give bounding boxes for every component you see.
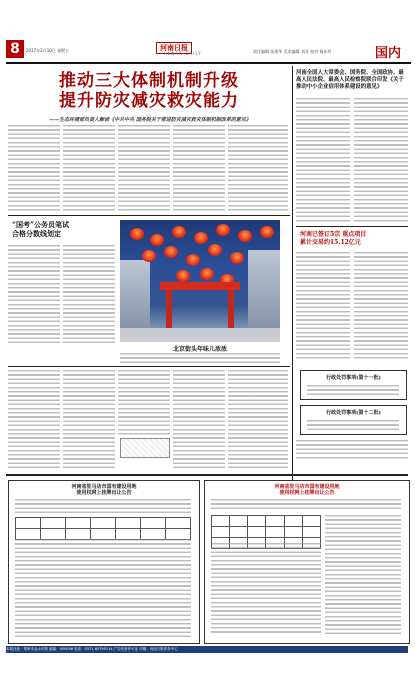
footer-bar: 本报社址：郑州市金水东路 邮编：450046 电话：0371-65795114 广告经营许可证 印刷：河南日报印务中心 (6, 646, 408, 653)
small-notice-title: 行政处罚事项(第十二批) (326, 410, 381, 416)
small-notice-box (300, 370, 407, 400)
side-headline: 河南全国人大常委会、国务院、全国政协、最高人民法院、最高人民检察院联合印发《关于推动中小企业信用体系建设的意见》 (296, 70, 404, 90)
lantern (260, 226, 274, 238)
table-row (16, 529, 191, 540)
notice-title-line1: 河南省驻马店市国有建设用地 (274, 484, 340, 490)
table-row (212, 527, 321, 538)
paper-logo-sub: HENAN DAILY (164, 51, 202, 56)
exam-headline-line1: “国考”公务员笔试 (12, 220, 70, 229)
lantern (208, 244, 222, 256)
masthead (6, 40, 411, 64)
small-notice-text (307, 420, 399, 430)
street (120, 328, 280, 342)
lantern (130, 228, 144, 240)
lantern (142, 250, 156, 262)
lower-text-column (228, 370, 288, 470)
exam-text-column (8, 245, 60, 343)
small-notice-box (300, 405, 407, 435)
notice-title-line2: 使用权网上挂牌出让公告 (279, 490, 335, 496)
exam-headline-line2: 合格分数线划定 (12, 229, 61, 238)
trade-text-column (296, 252, 350, 360)
lead-subtitle: ——生态环境部负责人解读《中共中央 国务院关于推进防灾减灾救灾体制机制改革的意见》 (49, 117, 251, 123)
side-text-block (296, 440, 408, 460)
lead-text-column (63, 125, 115, 213)
lead-text-column (118, 125, 170, 213)
lead-text-column (8, 125, 60, 213)
divider (8, 215, 290, 216)
issue-date: 2017年2月10日 星期五 (26, 48, 70, 53)
notice-body-text (211, 543, 321, 635)
table-row (16, 518, 191, 529)
lantern (200, 268, 214, 280)
notice-title-line2: 使用权网上挂牌出让公告 (76, 490, 132, 496)
lantern (230, 252, 244, 264)
photo-caption: 北京街头年味儿浓浓 (172, 346, 227, 353)
divider (6, 474, 408, 476)
divider (296, 226, 408, 227)
qr-box (120, 438, 170, 458)
gate-beam (160, 282, 240, 290)
small-notice-title: 行政处罚事项(第十一批) (326, 375, 381, 381)
lantern-photo (120, 220, 280, 342)
exam-headline (12, 220, 112, 238)
notice-intro-text (15, 499, 191, 513)
lower-text-column (173, 370, 225, 470)
notice-table (15, 517, 191, 540)
lantern (164, 246, 178, 258)
notice-intro-text (211, 499, 401, 511)
trade-text-column (354, 252, 408, 360)
table-row (212, 516, 321, 527)
lead-text-column (173, 125, 225, 213)
divider (8, 366, 290, 367)
lantern (172, 226, 186, 238)
lantern (238, 230, 252, 242)
lantern (186, 254, 200, 266)
editor-credits: 责任编辑 张建华 美术编辑 刘亚 校对 杨亦玲 (253, 49, 332, 54)
lantern (216, 224, 230, 236)
lantern (176, 270, 190, 282)
photo-credit-text (120, 353, 280, 363)
lantern (194, 232, 208, 244)
lead-headline-line1: 推动三大体制机制升级 (59, 71, 239, 91)
notice-body-text (15, 539, 191, 639)
lower-text-column (8, 370, 60, 470)
lantern (150, 234, 164, 246)
trade-headline-line1: 河南已签订5宗 重点项目 (300, 231, 367, 238)
lower-text-column (63, 370, 115, 470)
paper-logo: 河南日报 (156, 42, 192, 54)
notice-title-line1: 河南省驻马店市国有建设用地 (71, 484, 137, 490)
trade-headline (300, 231, 408, 247)
page-number: 8 (6, 40, 24, 58)
section-title: 国内 (374, 46, 401, 61)
lower-text-column (118, 370, 170, 435)
land-notice-right (204, 480, 410, 644)
notice-side-text (325, 515, 401, 635)
side-text-column (354, 98, 408, 223)
land-notice-left (8, 480, 200, 644)
small-notice-text (307, 385, 399, 395)
lead-text-column (228, 125, 288, 213)
lead-headline (14, 71, 284, 111)
side-text-column (296, 98, 350, 223)
trade-headline-line2: 累计交易约15.12亿元 (300, 239, 361, 246)
exam-text-column (63, 245, 115, 343)
lead-headline-line2: 提升防灾减灾救灾能力 (59, 91, 239, 111)
